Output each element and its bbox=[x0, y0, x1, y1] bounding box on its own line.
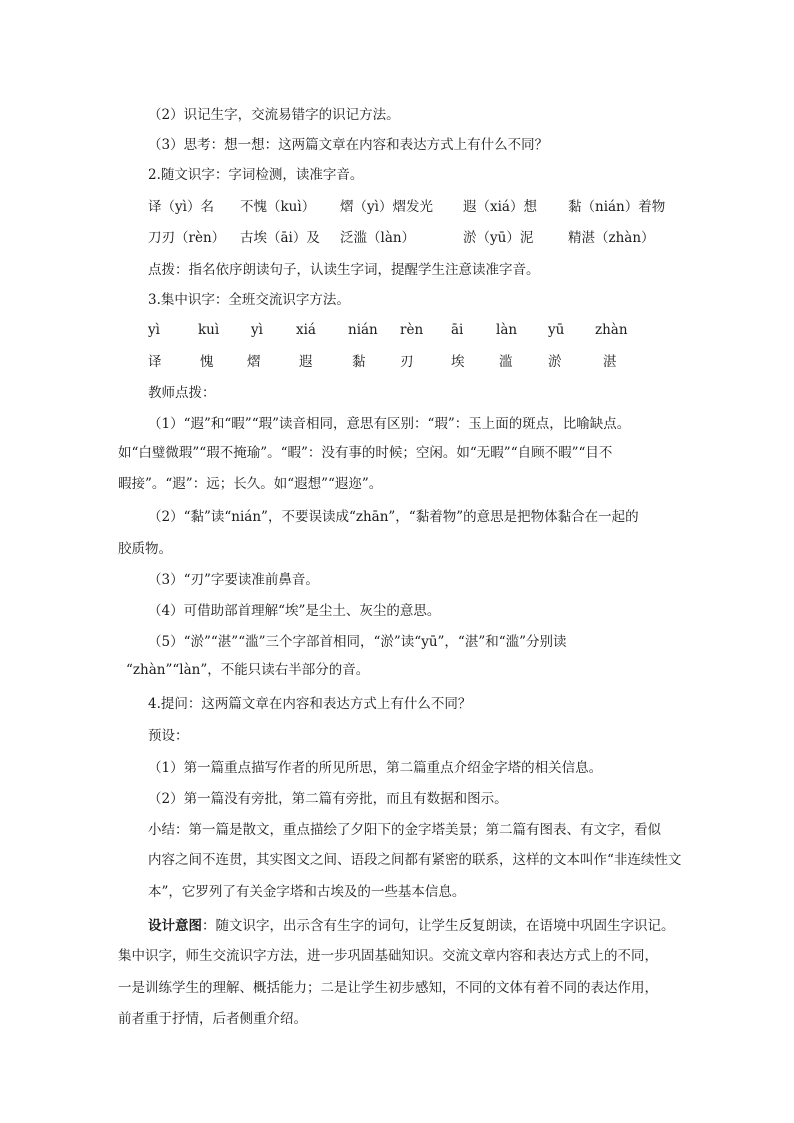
text-line: 前者重于抒情，后者侧重介绍。 bbox=[118, 1011, 307, 1027]
word-item: 译（yì）名 bbox=[148, 199, 214, 215]
text-line: （2）识记生字，交流易错字的识记方法。 bbox=[148, 107, 400, 123]
character-item: 刃 bbox=[400, 354, 414, 370]
character-item: 译 bbox=[148, 354, 162, 370]
text-line: （3）“刃”字要读准前鼻音。 bbox=[148, 572, 319, 588]
text-line: （1）“遐”和“暇”“瑕”读音相同，意思有区别：“瑕”：玉上面的斑点，比喻缺点。 bbox=[148, 416, 631, 432]
section-heading: 3.集中识字：全班交流识字方法。 bbox=[148, 292, 350, 308]
pinyin-item: yì bbox=[148, 322, 160, 338]
word-item: 古埃（āi）及 bbox=[240, 230, 320, 246]
text-line: 点拨：指名依序朗读句子，认读生字词，提醒学生注意读准字音。 bbox=[148, 262, 540, 278]
section-heading: 2.随文识字：字词检测，读准字音。 bbox=[148, 167, 364, 183]
pinyin-item: rèn bbox=[400, 322, 424, 338]
text-line: 教师点拨： bbox=[148, 385, 216, 401]
character-item: 湛 bbox=[603, 354, 617, 370]
pinyin-item: kuì bbox=[198, 322, 220, 338]
word-row-2 bbox=[148, 228, 708, 248]
word-item: 熠（yì）熠发光 bbox=[340, 199, 433, 215]
character-item: 淤 bbox=[548, 354, 562, 370]
pinyin-item: āi bbox=[451, 322, 464, 338]
character-item: 埃 bbox=[451, 354, 465, 370]
word-item: 不愧（kuì） bbox=[240, 199, 316, 215]
text-line: 本”，它罗列了有关金字塔和古埃及的一些基本信息。 bbox=[148, 884, 466, 900]
pinyin-item: yì bbox=[251, 322, 263, 338]
design-intent-label: 设计意图 bbox=[148, 918, 202, 934]
character-row bbox=[148, 352, 708, 372]
word-row-1 bbox=[148, 197, 708, 217]
pinyin-item: xiá bbox=[296, 322, 316, 338]
pinyin-row bbox=[148, 320, 708, 340]
character-item: 遐 bbox=[299, 354, 313, 370]
text-line: （2）“黏”读“nián”，不要误读成“zhān”，“黏着物”的意思是把物体黏合在一起的 bbox=[148, 509, 639, 525]
character-item: 愧 bbox=[200, 354, 214, 370]
pinyin-item: làn bbox=[496, 322, 518, 338]
text-line: 如“白璧微瑕”“瑕不掩瑜”。“暇”：没有事的时候；空闲。如“无暇”“自顾不暇”“目不 bbox=[118, 445, 613, 461]
text-line: 预设： bbox=[148, 728, 189, 744]
text-line: 集中识字，师生交流识字方法，进一步巩固基础知识。交流文章内容和表达方式上的不同， bbox=[118, 948, 658, 964]
character-item: 滥 bbox=[499, 354, 513, 370]
text-line: 胶质物。 bbox=[118, 541, 172, 557]
pinyin-item: nián bbox=[348, 322, 378, 338]
text-line: （2）第一篇没有旁批，第二篇有旁批，而且有数据和图示。 bbox=[148, 791, 508, 807]
text-line: 暇接”。“遐”：远；长久。如“遐想”“遐迩”。 bbox=[118, 476, 383, 492]
design-intent-line bbox=[148, 916, 675, 936]
text-line: （4）可借助部首理解“埃”是尘土、灰尘的意思。 bbox=[148, 603, 441, 619]
word-item: 刀刃（rèn） bbox=[148, 230, 226, 246]
pinyin-item: yū bbox=[548, 322, 565, 338]
text-line: “zhàn”“làn”，不能只读右半部分的音。 bbox=[126, 662, 370, 678]
design-intent-text: ：随文识字，出示含有生字的词句，让学生反复朗读，在语境中巩固生字识记。 bbox=[202, 918, 675, 934]
word-item: 淤（yū）泥 bbox=[463, 230, 534, 246]
character-item: 熠 bbox=[247, 354, 261, 370]
word-item: 泛滥（làn） bbox=[340, 230, 416, 246]
word-item: 精湛（zhàn） bbox=[568, 230, 655, 246]
text-line: 小结：第一篇是散文，重点描绘了夕阳下的金字塔美景；第二篇有图表、有文字，看似 bbox=[148, 822, 661, 838]
section-heading: 4.提问：这两篇文章在内容和表达方式上有什么不同？ bbox=[148, 696, 472, 712]
character-item: 黏 bbox=[352, 354, 366, 370]
text-line: 内容之间不连贯，其实图文之间、语段之间都有紧密的联系，这样的文本叫作“非连续性文 bbox=[148, 852, 682, 868]
pinyin-item: zhàn bbox=[595, 322, 628, 338]
text-line: （1）第一篇重点描写作者的所见所思，第二篇重点介绍金字塔的相关信息。 bbox=[148, 760, 603, 776]
word-item: 遐（xiá）想 bbox=[463, 199, 537, 215]
text-line: （3）思考：想一想：这两篇文章在内容和表达方式上有什么不同？ bbox=[148, 137, 549, 153]
text-line: 一是训练学生的理解、概括能力；二是让学生初步感知，不同的文体有着不同的表达作用， bbox=[118, 980, 658, 996]
word-item: 黏（nián）着物 bbox=[568, 199, 666, 215]
text-line: （5）“淤”“湛”“滥”三个字部首相同，“淤”读“yū”，“湛”和“滥”分别读 bbox=[148, 634, 567, 650]
